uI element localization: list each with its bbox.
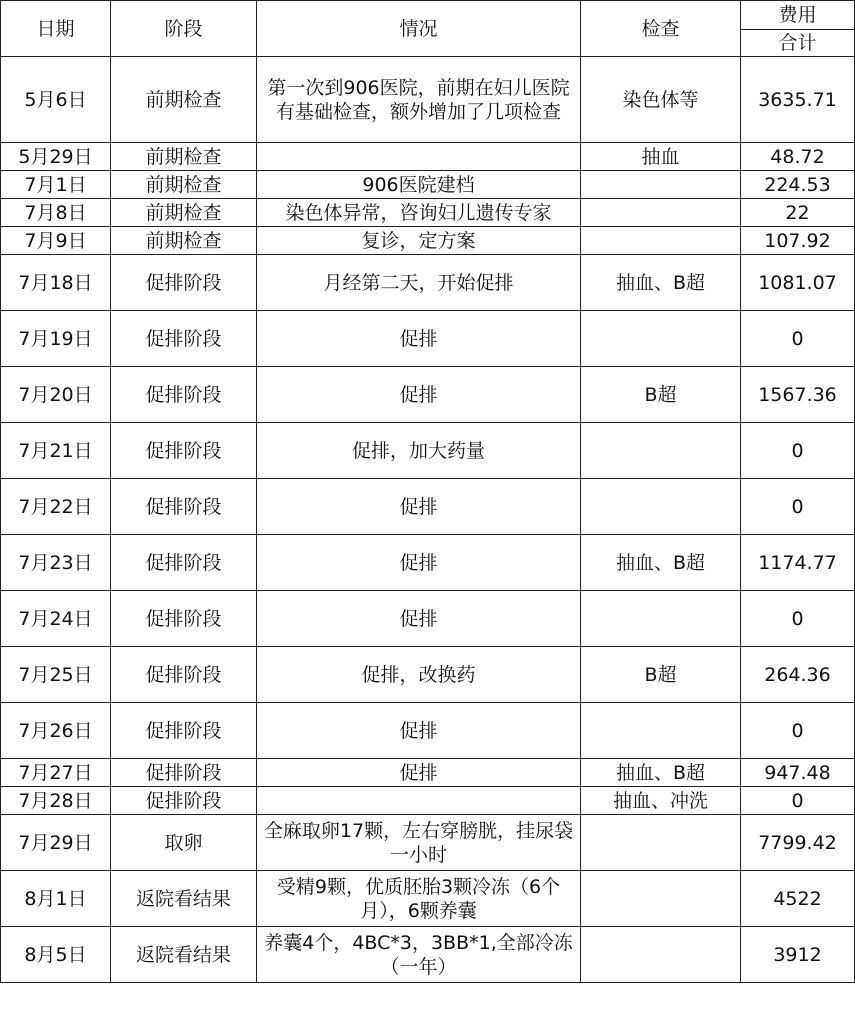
situation-cell: 促排 <box>257 479 581 535</box>
date-cell: 7月22日 <box>1 479 111 535</box>
situation-cell: 全麻取卵17颗，左右穿膀胱，挂尿袋一小时 <box>257 815 581 871</box>
stage-cell: 促排阶段 <box>111 787 257 815</box>
stage-cell: 促排阶段 <box>111 591 257 647</box>
table-row <box>1 143 855 171</box>
table-row <box>1 57 855 143</box>
date-cell: 7月20日 <box>1 367 111 423</box>
situation-cell <box>257 143 581 171</box>
table-row <box>1 927 855 983</box>
situation-cell: 促排 <box>257 703 581 759</box>
situation-cell: 906医院建档 <box>257 171 581 199</box>
header-total: 合计 <box>741 30 855 57</box>
stage-cell: 促排阶段 <box>111 759 257 787</box>
cost-cell: 0 <box>741 423 855 479</box>
table-row <box>1 759 855 787</box>
situation-cell: 养囊4个，4BC*3，3BB*1,全部冷冻（一年） <box>257 927 581 983</box>
situation-cell: 受精9颗，优质胚胎3颗冷冻（6个月），6颗养囊 <box>257 871 581 927</box>
check-cell: 染色体等 <box>581 57 741 143</box>
cost-cell: 0 <box>741 703 855 759</box>
situation-cell: 第一次到906医院，前期在妇儿医院有基础检查，额外增加了几项检查 <box>257 57 581 143</box>
table-row <box>1 171 855 199</box>
check-cell: B超 <box>581 367 741 423</box>
situation-cell: 促排，改换药 <box>257 647 581 703</box>
date-cell: 7月23日 <box>1 535 111 591</box>
date-cell: 5月6日 <box>1 57 111 143</box>
cost-cell: 7799.42 <box>741 815 855 871</box>
check-cell <box>581 871 741 927</box>
date-cell: 8月5日 <box>1 927 111 983</box>
date-cell: 7月8日 <box>1 199 111 227</box>
header-check: 检查 <box>581 1 741 57</box>
stage-cell: 返院看结果 <box>111 871 257 927</box>
check-cell: 抽血 <box>581 143 741 171</box>
cost-cell: 0 <box>741 591 855 647</box>
situation-cell: 促排 <box>257 591 581 647</box>
table-row <box>1 423 855 479</box>
check-cell <box>581 815 741 871</box>
cost-cell: 4522 <box>741 871 855 927</box>
stage-cell: 前期检查 <box>111 171 257 199</box>
header-stage: 阶段 <box>111 1 257 57</box>
check-cell: 抽血、B超 <box>581 255 741 311</box>
table-row <box>1 227 855 255</box>
situation-cell: 促排 <box>257 535 581 591</box>
date-cell: 7月9日 <box>1 227 111 255</box>
check-cell <box>581 311 741 367</box>
cost-cell: 1081.07 <box>741 255 855 311</box>
cost-cell: 0 <box>741 479 855 535</box>
date-cell: 7月28日 <box>1 787 111 815</box>
stage-cell: 前期检查 <box>111 227 257 255</box>
header-date: 日期 <box>1 1 111 57</box>
check-cell: B超 <box>581 647 741 703</box>
cost-cell: 3635.71 <box>741 57 855 143</box>
header-cost: 费用 <box>741 1 855 30</box>
table-row <box>1 255 855 311</box>
stage-cell: 返院看结果 <box>111 927 257 983</box>
stage-cell: 取卵 <box>111 815 257 871</box>
check-cell <box>581 423 741 479</box>
check-cell <box>581 199 741 227</box>
date-cell: 7月29日 <box>1 815 111 871</box>
cost-cell: 22 <box>741 199 855 227</box>
check-cell: 抽血、B超 <box>581 535 741 591</box>
cost-cell: 264.36 <box>741 647 855 703</box>
stage-cell: 促排阶段 <box>111 311 257 367</box>
cost-cell: 947.48 <box>741 759 855 787</box>
table-row <box>1 591 855 647</box>
date-cell: 7月25日 <box>1 647 111 703</box>
situation-cell: 促排 <box>257 311 581 367</box>
table-row <box>1 703 855 759</box>
date-cell: 7月18日 <box>1 255 111 311</box>
check-cell <box>581 591 741 647</box>
header-situation: 情况 <box>257 1 581 57</box>
table-row <box>1 479 855 535</box>
stage-cell: 前期检查 <box>111 143 257 171</box>
date-cell: 5月29日 <box>1 143 111 171</box>
cost-cell: 3912 <box>741 927 855 983</box>
date-cell: 7月1日 <box>1 171 111 199</box>
cost-cell: 224.53 <box>741 171 855 199</box>
situation-cell <box>257 787 581 815</box>
situation-cell: 月经第二天，开始促排 <box>257 255 581 311</box>
cost-cell: 1567.36 <box>741 367 855 423</box>
check-cell: 抽血、冲洗 <box>581 787 741 815</box>
header-row <box>1 1 855 30</box>
check-cell <box>581 171 741 199</box>
check-cell <box>581 479 741 535</box>
cost-cell: 0 <box>741 787 855 815</box>
check-cell <box>581 227 741 255</box>
check-cell: 抽血、B超 <box>581 759 741 787</box>
stage-cell: 促排阶段 <box>111 703 257 759</box>
table-row <box>1 311 855 367</box>
cost-cell: 0 <box>741 311 855 367</box>
date-cell: 7月21日 <box>1 423 111 479</box>
table-row <box>1 367 855 423</box>
table-row <box>1 647 855 703</box>
stage-cell: 前期检查 <box>111 57 257 143</box>
table-body <box>1 57 855 983</box>
stage-cell: 促排阶段 <box>111 255 257 311</box>
table-row <box>1 199 855 227</box>
stage-cell: 前期检查 <box>111 199 257 227</box>
situation-cell: 复诊，定方案 <box>257 227 581 255</box>
date-cell: 7月26日 <box>1 703 111 759</box>
stage-cell: 促排阶段 <box>111 423 257 479</box>
table-row <box>1 871 855 927</box>
date-cell: 8月1日 <box>1 871 111 927</box>
stage-cell: 促排阶段 <box>111 367 257 423</box>
date-cell: 7月24日 <box>1 591 111 647</box>
check-cell <box>581 927 741 983</box>
situation-cell: 促排 <box>257 759 581 787</box>
table-row <box>1 535 855 591</box>
table-row <box>1 815 855 871</box>
stage-cell: 促排阶段 <box>111 535 257 591</box>
stage-cell: 促排阶段 <box>111 647 257 703</box>
situation-cell: 促排 <box>257 367 581 423</box>
date-cell: 7月19日 <box>1 311 111 367</box>
cost-cell: 48.72 <box>741 143 855 171</box>
situation-cell: 促排，加大药量 <box>257 423 581 479</box>
cost-cell: 1174.77 <box>741 535 855 591</box>
stage-cell: 促排阶段 <box>111 479 257 535</box>
date-cell: 7月27日 <box>1 759 111 787</box>
cost-cell: 107.92 <box>741 227 855 255</box>
table-row <box>1 787 855 815</box>
situation-cell: 染色体异常，咨询妇儿遗传专家 <box>257 199 581 227</box>
check-cell <box>581 703 741 759</box>
